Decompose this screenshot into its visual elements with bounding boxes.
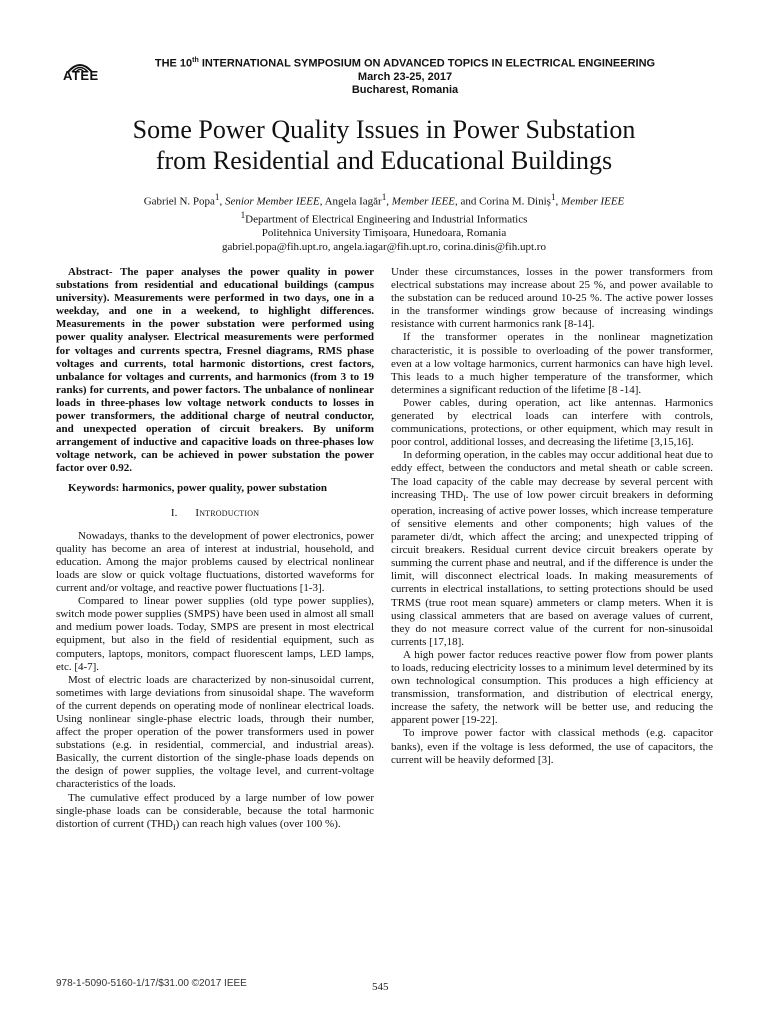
right-column bbox=[391, 266, 713, 767]
copyright-isbn: 978-1-5090-5160-1/17/$31.00 ©2017 IEEE bbox=[56, 978, 247, 989]
paragraph: Most of electric loads are characterized by non-sinusoidal current, sometimes with large deviations from sinusoidal shape. The waveform of the current depends on operating mode of nonlinear electrical loads. Using nonlinear single-phase electric loads, through their number, affect the proper operation of the power transformers used in power substations (e.g. in residential, commercial, and industrial areas). Basically, the current distortion of the single-phase loads depends on the design of power supplies, the voltage level, and current-voltage characteristics of the loads. bbox=[56, 673, 374, 791]
paragraph: A high power factor reduces reactive power flow from power plants to loads, reducing electricity losses to a minimum level determined by its own technological consumption. This produces a high efficiency at transmission, transformation, and distribution of electrical energy, increase the safety, the network will be better use, and reducing the apparent power [19-22]. bbox=[391, 648, 713, 727]
page-number: 545 bbox=[372, 981, 389, 993]
conference-name: THE 10th INTERNATIONAL SYMPOSIUM ON ADVANCED TOPICS IN ELECTRICAL ENGINEERING bbox=[154, 57, 656, 70]
abstract: Abstract- The paper analyses the power quality in power substations from residential and educational buildings (campus university). Measurements were performed in two days, one in a weekday, and one in a weekend, to highlight differences. Measurements in the power substation were performed using power quality analyser. Electrical measurements were performed for voltages and currents spectra, Fresnel diagrams, RMS phase voltages and currents, total harmonic distortions, crest factors, unbalance for voltages and currents, and harmonics (from 3 to 19 ranks) for currents, and power factors. The unbalance of nonlinear loads in three-phases low voltage network conducts to losses in power transformers, the additional charge of neutral conductor, and unexpected operation of circuit breakers. By uniform arrangement of inductive and capacitive loads on three-phases low voltage network, can be achieved in power substation the power factor over 0.92. bbox=[56, 266, 374, 475]
author-block bbox=[40, 191, 728, 254]
keywords: Keywords: harmonics, power quality, power substation bbox=[68, 481, 328, 494]
paper-title: Some Power Quality Issues in Power Substation from Residential and Educational Buildings bbox=[132, 115, 636, 175]
paragraph: To improve power factor with classical methods (e.g. capacitor banks), even if the voltage is less deformed, the use of capacitors, the current will be heavily deformed [3]. bbox=[391, 727, 713, 766]
left-column bbox=[56, 266, 374, 834]
paragraph: In deforming operation, in the cables may occur additional heat due to eddy effect, between the conductors and metal sheath or cable screen. The load capacity of the cable may decrease by several percent with increasing $THD_I$. The use of low power circuit breakers in deforming operation, increasing of active power losses, which increase temperature of sensitive elements and other components; high values of the parameter di/dt, which affect the arcing; and unexpected tripping of circuit breakers. Residual current device circuit breakers operate by summing the current phase and neutral, and if the difference is under the limit, will disconnect electrical loads. In making measurements of currents in electrical installations, to setting protections should be used TRMS (true root mean square) ammeters or clamp meters. When it is using classical ammeters that are based on average values of current, they do not measure correct value of the current for non-sinusoidal currents [17,18]. bbox=[391, 449, 713, 648]
paragraph: Power cables, during operation, act like antennas. Harmonics generated by electrical loads can interfere with controls, communications, protections, or other equipment, which may result in poor control, additional losses, and decreasing the lifetime [3,15,16]. bbox=[391, 396, 713, 449]
affiliation-dept: $^1$Department of Electrical Engineering and Industrial Informatics bbox=[240, 210, 528, 226]
paragraph: The cumulative effect produced by a large number of low power single-phase loads can be considerable, because the total harmonic distortion of current $(THD_I)$ can reach high values (over 100 %). bbox=[56, 791, 374, 832]
paragraph: Compared to linear power supplies (old type power supplies), switch mode power supplies (SMPS) have been used in almost all small and medium power loads. Today, SMPS are present in most electrical equipment, but also in the field of residential equipment, such as computers, laptops, monitors, compact fluorescent lamps, LED lamps, etc. [4-7]. bbox=[56, 595, 374, 673]
conference-location: Bucharest, Romania bbox=[351, 83, 459, 96]
affiliation-university: Politehnica University Timișoara, Hunedoara, Romania bbox=[261, 227, 507, 240]
paragraph: Under these circumstances, losses in the power transformers from electrical substations may increase about 25 %, and power available to the substation can be reduced around 10-25 %. The active power losses in the transformer windings grow because of increasing windings resistance with current harmonics rank [8-14]. bbox=[391, 266, 713, 331]
logo-text: ATEE bbox=[63, 68, 99, 83]
author-list: Gabriel N. Popa$^1$, Senior Member IEEE, Angela Iagăr$^1$, Member IEEE, and Corina M. Diniș$^1$, Member IEEE bbox=[143, 192, 625, 208]
conference-date: March 23-25, 2017 bbox=[357, 70, 453, 83]
section-heading-introduction: I. Introduction bbox=[170, 506, 260, 519]
paragraph: Nowadays, thanks to the development of power electronics, power quality has become an area of interest at industrial, household, and education. Among the major problems caused by electrical nonlinear loads are slow or quick voltage fluctuations, distorted waveforms for current and/or voltage, and reactive power fluctuations [1-3]. bbox=[56, 529, 374, 595]
conference-header bbox=[110, 54, 700, 97]
paragraph: If the transformer operates in the nonlinear magnetization characteristic, it is possible to overloading of the power transformer, even at a low voltage harmonics, current harmonics can have high level. This leads to a much higher temperature of the transformer, which determines a significant reduction of the lifetime [8 -14]. bbox=[391, 331, 713, 396]
author-emails: gabriel.popa@fih.upt.ro, angela.iagar@fih.upt.ro, corina.dinis@fih.upt.ro bbox=[222, 240, 546, 253]
